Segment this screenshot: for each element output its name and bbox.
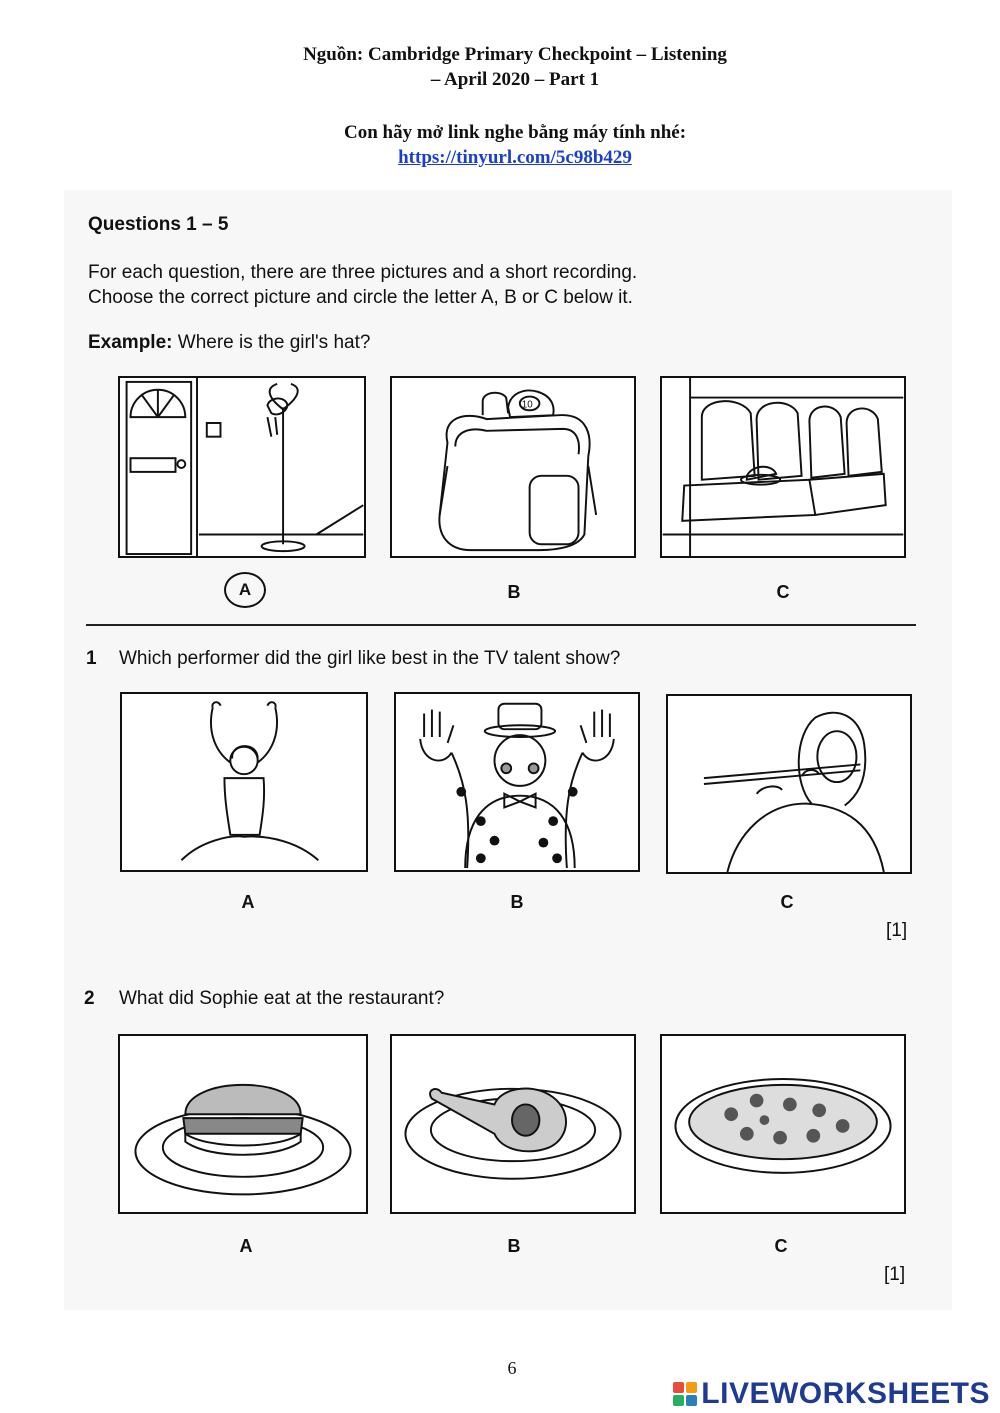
q1-option-b[interactable]: B (510, 892, 524, 912)
instruction-line-1: For each question, there are three pictures and a short recording. (88, 262, 638, 283)
example-divider (86, 624, 916, 626)
example-label: Example: (88, 332, 173, 353)
example-picture-c (660, 376, 906, 558)
q2-option-b[interactable]: B (507, 1236, 521, 1256)
instruction-vi: Con hãy mở link nghe bằng máy tính nhé: (343, 122, 687, 143)
example-picture-a (118, 376, 366, 558)
section-instructions (88, 260, 637, 310)
q1-picture-a (120, 692, 368, 872)
example-question (88, 332, 370, 354)
q2-picture-c (660, 1034, 906, 1214)
brand-text: LIVEWORKSHEETS (701, 1377, 990, 1410)
liveworksheets-icon (673, 1382, 697, 1406)
listening-instruction (0, 120, 1000, 170)
source-line-2: – April 2020 – Part 1 (430, 69, 600, 90)
example-option-c[interactable]: C (776, 582, 790, 602)
example-picture-b (390, 376, 636, 558)
q1-picture-c (666, 694, 912, 874)
question-1-text: Which performer did the girl like best in the TV talent show? (119, 648, 621, 669)
q2-option-c[interactable]: C (774, 1236, 788, 1256)
q2-picture-b (390, 1034, 636, 1214)
page-number: 6 (507, 1358, 517, 1378)
q2-mark: [1] (884, 1264, 906, 1285)
svg-text:10: 10 (521, 399, 533, 411)
example-option-b[interactable]: B (507, 582, 521, 602)
liveworksheets-logo (673, 1377, 990, 1411)
question-1-number: 1 (86, 648, 97, 669)
q2-option-a[interactable]: A (239, 1236, 253, 1256)
section-title: Questions 1 – 5 (88, 214, 229, 235)
q1-picture-b (394, 692, 640, 872)
question-2-text: What did Sophie eat at the restaurant? (119, 988, 445, 1009)
q2-picture-a (118, 1034, 368, 1214)
instruction-line-2: Choose the correct picture and circle the letter A, B or C below it. (88, 287, 633, 308)
q1-option-a[interactable]: A (241, 892, 255, 912)
q1-option-c[interactable]: C (780, 892, 794, 912)
q1-mark: [1] (886, 920, 908, 941)
source-title (0, 42, 1000, 92)
example-text: Where is the girl's hat? (177, 332, 371, 353)
audio-link[interactable]: https://tinyurl.com/5c98b429 (398, 147, 632, 168)
example-answer-a-circled[interactable]: A (224, 572, 266, 608)
source-line-1: Nguồn: Cambridge Primary Checkpoint – Listening (303, 44, 727, 65)
question-2-number: 2 (84, 988, 95, 1009)
